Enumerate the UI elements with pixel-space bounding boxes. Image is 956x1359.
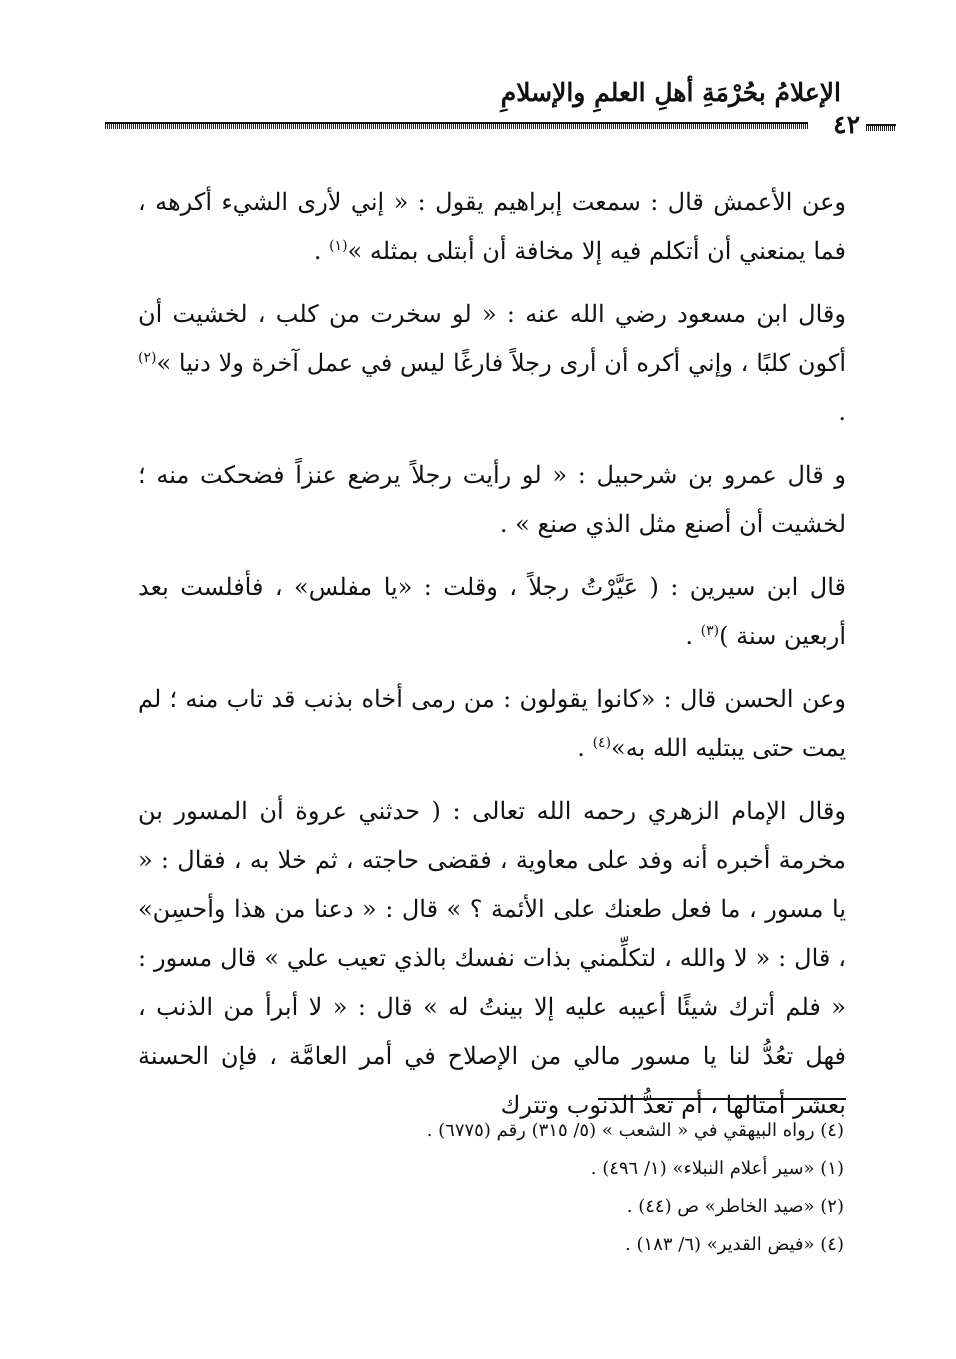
- footnote-item: (٢) «صيد الخاطر» ص (٤٤) .: [626, 1196, 844, 1217]
- sentence-end: .: [313, 237, 330, 265]
- page-number-divider: [866, 124, 896, 131]
- sentence-end: .: [685, 622, 701, 650]
- sentence-end: .: [838, 398, 846, 426]
- paragraph-aamash: [138, 178, 846, 276]
- footnote-divider: [598, 1098, 846, 1100]
- footnotes-list: [204, 1112, 844, 1264]
- paragraph-text: و قال عمرو بن شرحبيل : « لو رأيت رجلاً يرضع عنزاً فضحكت منه ؛ لخشيت أن أصنع مثل الذي صنع » .: [138, 461, 846, 538]
- running-header-title: الإعلامُ بحُرْمَةِ أهلِ العلمِ والإسلامِ: [500, 78, 841, 107]
- paragraph-text: قال ابن سيرين : ( عَيَّرْتُ رجلاً ، وقلت : «يا مفلس» ، فأفلست بعد أربعين سنة ): [138, 573, 846, 650]
- paragraph-amr-shurahbil: [138, 451, 846, 549]
- paragraph-text: وقال ابن مسعود رضي الله عنه : « لو سخرت من كلب ، لخشيت أن أكون كلبًا ، وإني أكره أن أرى رجلاً فارغًا ليس في عمل آخرة ولا دنيا »: [138, 300, 846, 377]
- paragraph-text: وعن الحسن قال : «كانوا يقولون : من رمى أخاه بذنب قد تاب منه ؛ لم يمت حتى يبتليه الله به»: [138, 685, 846, 762]
- paragraph-text: وعن الأعمش قال : سمعت إبراهيم يقول : « إني لأرى الشيء أكرهه ، فما يمنعني أن أتكلم فيه إلا مخافة أن أبتلى بمثله »: [138, 188, 846, 265]
- paragraph-hasan: [138, 675, 846, 773]
- page-number: ٤٢: [825, 110, 866, 139]
- sentence-end: .: [577, 734, 593, 762]
- paragraph-text: وقال الإمام الزهري رحمه الله تعالى : ( حدثني عروة أن المسور بن مخرمة أخبره أنه وفد على معاوية ، فقضى حاجته ، ثم خلا به ، فقال : « يا مسور ، ما فعل طعنك على الأئمة ؟ » قال : « دعنا من هذا وأحسِن» ، قال : « لا والله ، لتكلِّمني بذات نفسك بالذي تعيب علي » قال مسور : « فلم أترك شيئًا أعيبه عليه إلا بينتُ له » قال : « لا أبرأ من الذنب ، فهل تعُدُّ لنا يا مسور مالي من الإصلاح في أمر العامَّة ، فإن الحسنة بعشر أمثالها ، أم تعدُّ الذنوب وتترك: [138, 797, 846, 1119]
- header-divider: [105, 122, 808, 129]
- footnote-item: (٤) «فيض القدير» (٦/ ١٨٣) .: [625, 1234, 844, 1255]
- footnote-ref: (٢): [138, 350, 157, 366]
- paragraph-ibn-sirin: [138, 563, 846, 661]
- main-text: [138, 178, 846, 1144]
- footnote-ref: (١): [329, 238, 348, 254]
- footnote-item: (٤) رواه البيهقي في « الشعب » (٥/ ٣١٥) رقم (٦٧٧٥) .: [426, 1120, 844, 1141]
- paragraph-ibn-masud: [138, 290, 846, 437]
- footnote-item: (١) «سير أعلام النبلاء» (١/ ٤٩٦) .: [590, 1158, 844, 1179]
- footnote-ref: (٣): [700, 623, 720, 639]
- paragraph-zuhri: [138, 787, 846, 1130]
- footnote-ref: (٤): [592, 735, 612, 751]
